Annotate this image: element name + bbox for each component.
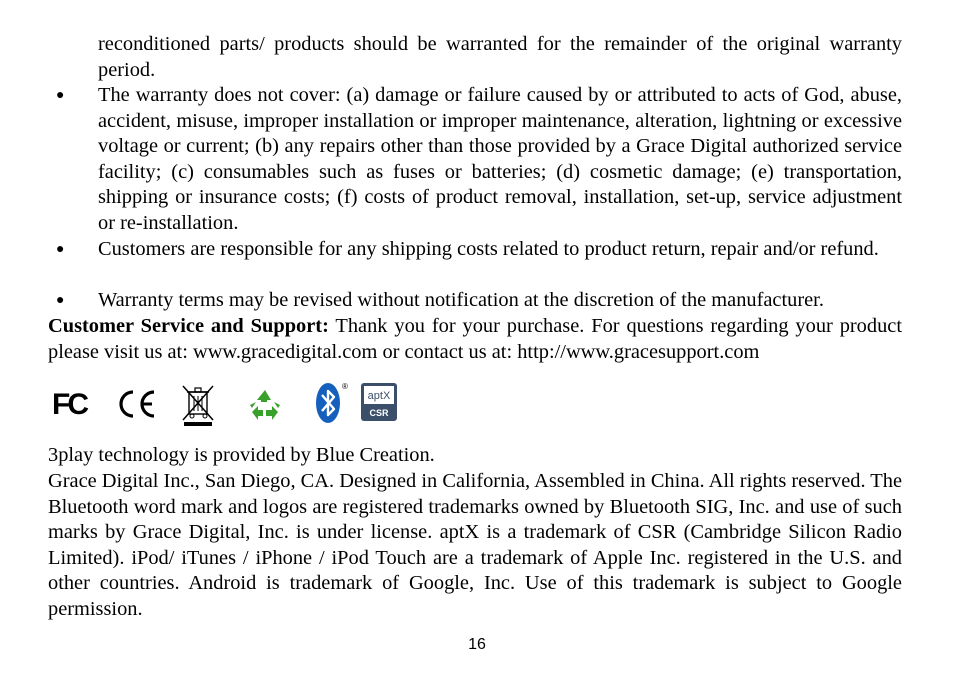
support-body: Thank you for your purchase. For questions regarding your product please visit us at: www.gracedigital.com or contact us at: http://www.gracesupport.com <box>48 315 902 363</box>
technology-credit: 3play technology is provided by Blue Creation. <box>48 444 435 466</box>
customer-support-paragraph <box>48 314 902 365</box>
bullet-marker: ● <box>56 242 65 257</box>
recycle-icon <box>248 388 282 422</box>
aptx-text: aptX <box>367 390 391 402</box>
bullet-marker: ● <box>56 293 65 308</box>
support-heading: Customer Service and Support: <box>48 315 329 337</box>
certification-logos <box>52 380 412 430</box>
bullet-not-covered: The warranty does not cover: (a) damage or failure caused by or attributed to acts of God, abuse, accident, misuse, improper installation or improper maintenance, alteration, lightning or excessive voltage or current; (b) any repairs other than those provided by a Grace Digital authorized service facility; (c) consumables such as fuses or batteries; (d) cosmetic damage; (e) transportation, shipping or insurance costs; (f) costs of product removal, installation, set-up, service adjustment or re-installation. <box>98 84 902 234</box>
bluetooth-icon <box>314 380 348 426</box>
csr-text: CSR <box>369 408 389 418</box>
crossed-bin-icon <box>178 382 218 426</box>
bluetooth-registered-mark: ® <box>342 382 348 391</box>
warranty-continuation: reconditioned parts/ products should be warranted for the remainder of the original warranty period. <box>98 33 902 81</box>
legal-notice: Grace Digital Inc., San Diego, CA. Designed in California, Assembled in China. All rights reserved. The Bluetooth word mark and logos are registered trademarks owned by Bluetooth SIG, Inc. and use of such marks by Grace Digital, Inc. is under license. aptX is a trademark of CSR (Cambridge Silicon Radio Limited). iPod/ iTunes / iPhone / iPod Touch are a trademark of Apple Inc. registered in the U.S. and other countries. Android is trademark of Google, Inc. Use of this trademark is subject to Google permission. <box>48 470 902 620</box>
page-number: 16 <box>468 636 486 653</box>
bullet-terms-revised: Warranty terms may be revised without notification at the discretion of the manufacturer. <box>98 289 824 311</box>
ce-logo <box>114 388 158 420</box>
ce-mark: CE <box>114 388 116 389</box>
fcc-logo <box>52 386 96 420</box>
fcc-mark: FC <box>52 388 86 420</box>
aptx-csr-logo <box>360 382 398 422</box>
bullet-shipping-costs: Customers are responsible for any shipping costs related to product return, repair and/or refund. <box>98 238 879 260</box>
bullet-marker: ● <box>56 88 65 103</box>
